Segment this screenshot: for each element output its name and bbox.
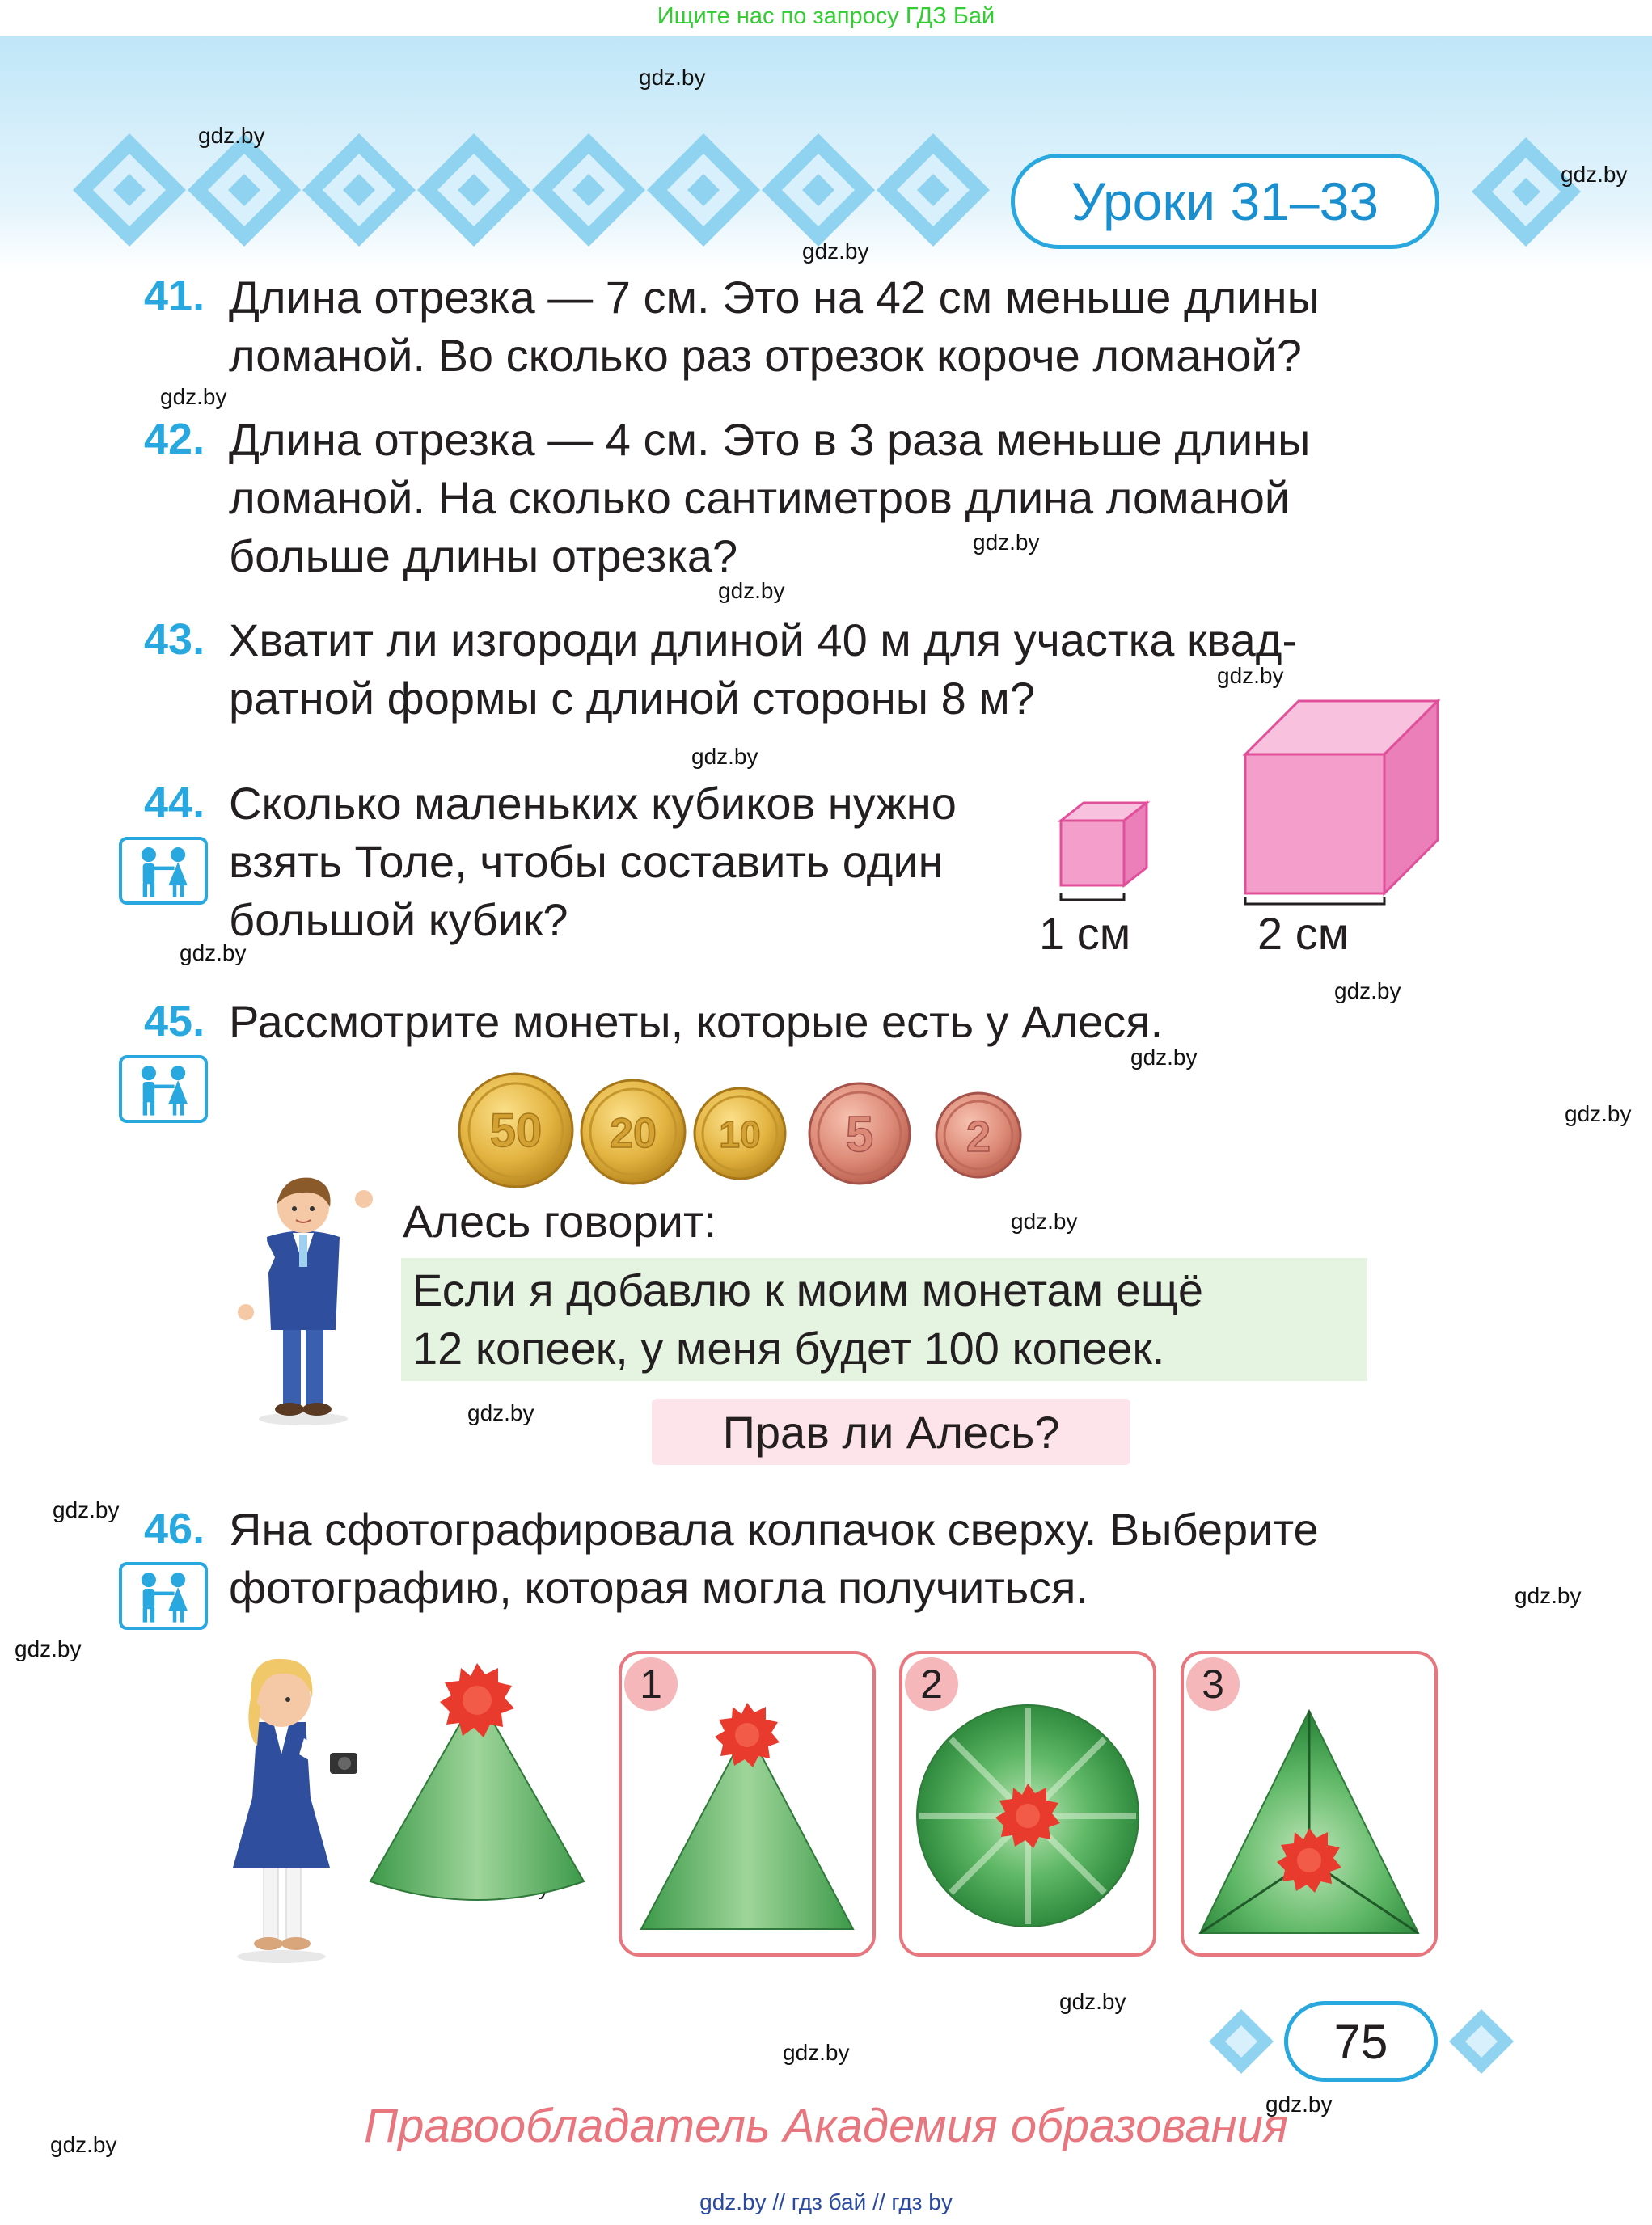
watermark: gdz.by — [1565, 1101, 1632, 1126]
coin-50 — [459, 1074, 572, 1187]
coin-10-label: 10 — [719, 1113, 761, 1155]
text-line: взять Толе, чтобы составить один — [229, 836, 944, 887]
party-cap-side-view — [364, 1661, 590, 1912]
text-line: Длина отрезка — 4 см. Это в 3 раза меньше длины — [229, 414, 1311, 465]
problem-number: 42. — [144, 415, 205, 463]
problem-45-text — [229, 993, 1442, 1051]
text-line: ратной формы с длиной стороны 8 м? — [229, 673, 1035, 724]
text-line: большой кубик? — [229, 894, 568, 945]
big-cube-label: 2 см — [1257, 908, 1350, 959]
watermark: gdz.by — [1130, 1045, 1198, 1070]
watermark: gdz.by — [1265, 2092, 1333, 2117]
pompom — [440, 1663, 514, 1737]
problem-44-text — [229, 775, 1021, 949]
watermark: gdz.by — [1561, 162, 1628, 187]
small-cube — [1061, 803, 1147, 885]
lesson-title: Уроки 31–33 — [1011, 154, 1439, 249]
watermark: gdz.by — [467, 1400, 534, 1425]
problem-number: 43. — [144, 615, 205, 664]
coin-50-label: 50 — [489, 1104, 543, 1157]
small-cube-label: 1 см — [1039, 908, 1131, 959]
speech-text — [412, 1261, 1357, 1378]
page-number: 75 — [1284, 2001, 1438, 2082]
text-line: ломаной. На сколько сантиметров длина ломаной — [229, 472, 1291, 523]
option-number-badge: 1 — [624, 1657, 678, 1711]
ornament-left-small — [1201, 2005, 1282, 2078]
problem-number: 46. — [144, 1505, 205, 1553]
coin-2-label: 2 — [965, 1112, 991, 1161]
watermark: gdz.by — [160, 384, 227, 409]
watermark: gdz.by — [1217, 663, 1284, 688]
problem-number: 41. — [144, 272, 205, 320]
text-line: Хватит ли изгороди длиной 40 м для участка квад- — [229, 614, 1298, 665]
watermark: gdz.by — [639, 65, 706, 90]
coin-20-label: 20 — [610, 1110, 657, 1157]
top-search-note: Ищите нас по запросу ГДЗ Бай — [657, 3, 995, 29]
coin-10 — [695, 1088, 785, 1179]
problem-46-text — [229, 1501, 1442, 1617]
cubes-illustration — [1051, 691, 1456, 910]
big-cube — [1245, 701, 1438, 893]
watermark: gdz.by — [198, 123, 265, 148]
text-line: фотографию, которая могла получиться. — [229, 1562, 1089, 1613]
option-number-badge: 3 — [1186, 1657, 1240, 1711]
coin-2 — [936, 1093, 1020, 1177]
girl-yana-illustration — [209, 1641, 362, 1965]
watermark: gdz.by — [973, 530, 1040, 555]
watermark: gdz.by — [691, 744, 758, 769]
watermark: gdz.by — [180, 940, 247, 965]
text-line: 12 копеек, у меня будет 100 копеек. — [412, 1323, 1165, 1374]
copyright-notice: Правообладатель Академия образования — [364, 2100, 1288, 2152]
coin-5 — [809, 1083, 910, 1184]
text-line: Длина отрезка — 7 см. Это на 42 см меньше длины — [229, 272, 1320, 323]
pair-work-icon — [119, 1562, 208, 1630]
ornament-right-small — [1441, 2005, 1522, 2078]
problem-number: 45. — [144, 997, 205, 1045]
watermark: gdz.by — [802, 239, 869, 264]
problem-42-text — [229, 411, 1442, 585]
watermark: gdz.by — [1011, 1209, 1078, 1234]
footer-links[interactable]: gdz.by // гдз бай // гдз by — [699, 2189, 953, 2214]
option-number-badge: 2 — [905, 1657, 958, 1711]
pair-work-icon — [119, 1055, 208, 1123]
pair-work-icon — [119, 837, 208, 905]
watermark: gdz.by — [15, 1636, 82, 1661]
watermark: gdz.by — [1515, 1583, 1582, 1608]
text-line: Сколько маленьких кубиков нужно — [229, 778, 957, 829]
text-line: больше длины отрезка? — [229, 530, 738, 581]
text-line: Яна сфотографировала колпачок сверху. Выберите — [229, 1504, 1319, 1555]
watermark: gdz.by — [1059, 1989, 1126, 2014]
text-line: ломаной. Во сколько раз отрезок короче ломаной? — [229, 330, 1302, 381]
coins-row — [453, 1067, 1035, 1197]
watermark: gdz.by — [53, 1497, 120, 1522]
text-line: Рассмотрите монеты, которые есть у Алеся. — [229, 996, 1164, 1047]
question-box: Прав ли Алесь? — [652, 1399, 1130, 1465]
watermark: gdz.by — [50, 2132, 117, 2157]
watermark: gdz.by — [718, 578, 785, 603]
problem-number: 44. — [144, 779, 205, 827]
ales-says-label: Алесь говорит: — [403, 1196, 717, 1247]
boy-ales-illustration — [226, 1168, 380, 1427]
text-line: Если я добавлю к моим монетам ещё — [412, 1264, 1204, 1315]
coin-5-label: 5 — [845, 1107, 874, 1163]
problem-41-text — [229, 268, 1442, 385]
coin-20 — [581, 1080, 685, 1184]
ornament-right — [1468, 133, 1585, 251]
watermark: gdz.by — [1334, 978, 1401, 1003]
watermark: gdz.by — [783, 2040, 850, 2065]
